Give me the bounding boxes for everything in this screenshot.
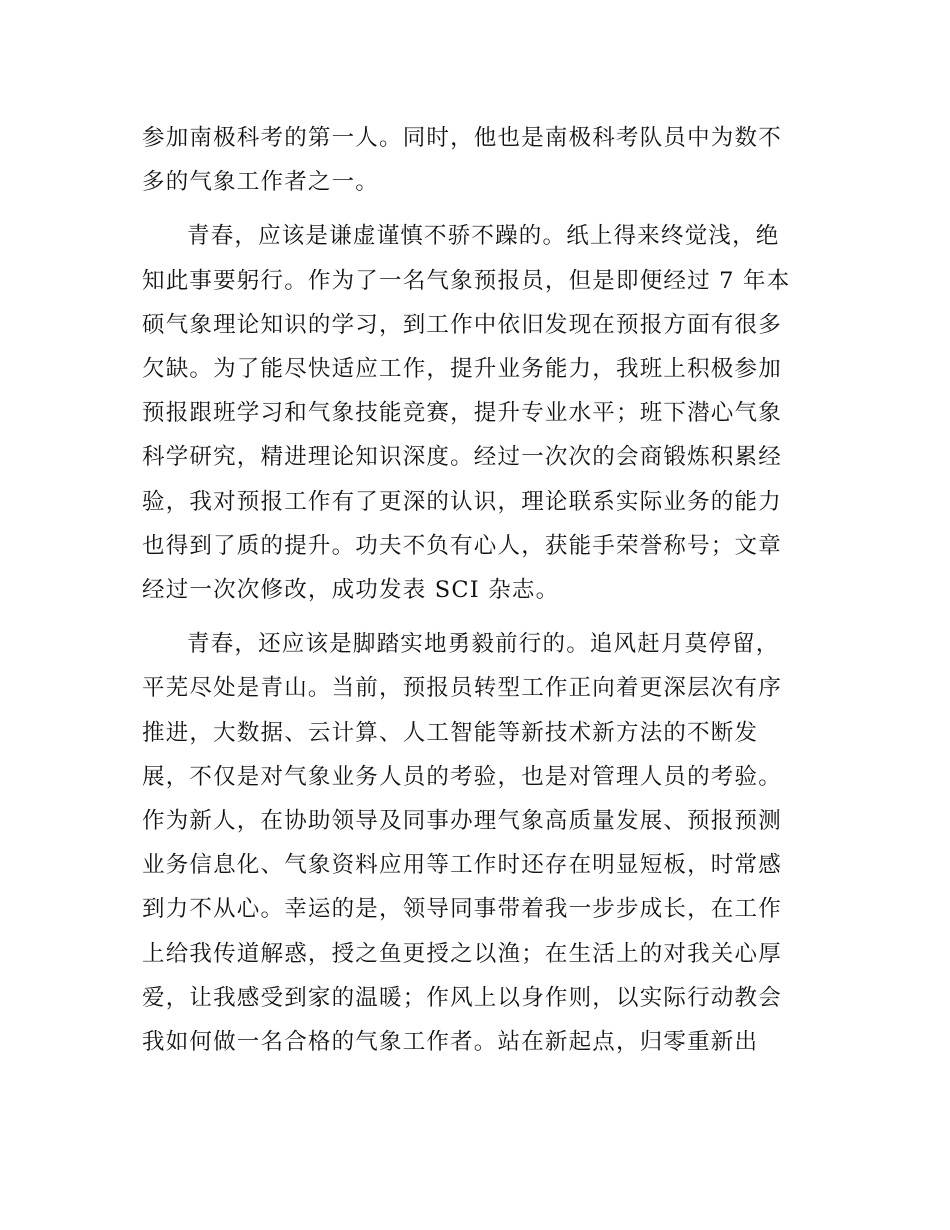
text-line: 知此事要躬行。作为了一名气象预报员，但是即便经过 7 年本 [142,267,791,294]
text-line: 科学研究，精进理论知识深度。经过一次次的会商锻炼积累经 [142,444,782,471]
text-line: 青春，还应该是脚踏实地勇毅前行的。追风赶月莫停留， [187,631,780,658]
text-line: 上给我传道解惑，授之鱼更授之以渔；在生活上的对我关心厚 [142,940,782,967]
text-line: 作为新人，在协助领导及同事办理气象高质量发展、预报预测 [142,808,782,835]
document-body [142,116,812,1064]
text-line: 爱，让我感受到家的温暖；作风上以身作则，以实际行动教会 [142,984,782,1011]
paragraph-1 [142,116,812,204]
text-line: 预报跟班学习和气象技能竞赛，提升专业水平；班下潜心气象 [142,400,782,427]
text-line: 参加南极科考的第一人。同时，他也是南极科考队员中为数不 [142,125,782,151]
text-line: 平芜尽处是青山。当前，预报员转型工作正向着更深层次有序 [142,675,782,702]
text-line: 我如何做一名合格的气象工作者。站在新起点，归零重新出 [142,1029,759,1056]
text-line: 验，我对预报工作有了更深的认识，理论联系实际业务的能力 [142,488,782,515]
text-line: 欠缺。为了能尽快适应工作，提升业务能力，我班上积极参加 [142,356,782,383]
paragraph-3 [142,622,812,1064]
text-line: 也得到了质的提升。功夫不负有心人，获能手荣誉称号；文章 [142,532,782,559]
text-line: 多的气象工作者之一。 [142,169,380,196]
text-line: 硕气象理论知识的学习，到工作中依旧发现在预报方面有很多 [142,311,782,338]
text-line: 到力不从心。幸运的是，领导同事带着我一步步成长，在工作 [142,896,782,923]
text-line: 经过一次次修改，成功发表 SCI 杂志。 [142,577,560,604]
text-line: 业务信息化、气象资料应用等工作时还存在明显短板，时常感 [142,852,782,879]
text-line: 推进，大数据、云计算、人工智能等新技术新方法的不断发 [142,719,759,746]
text-line: 青春，应该是谦虚谨慎不骄不躁的。纸上得来终觉浅，绝 [187,223,780,250]
text-line: 展，不仅是对气象业务人员的考验，也是对管理人员的考验。 [142,763,782,790]
paragraph-2 [142,214,812,612]
